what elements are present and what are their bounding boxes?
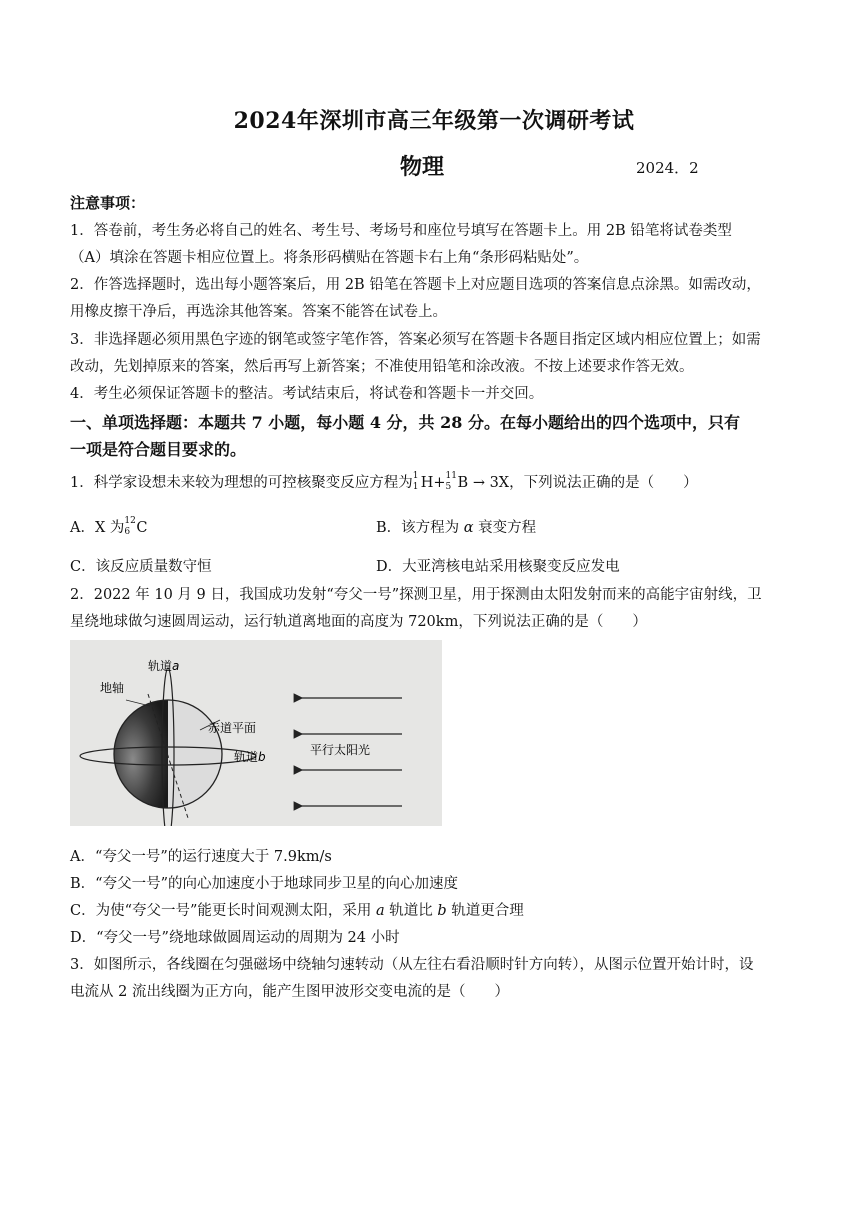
notice-line: （A）填涂在答题卡相应位置上。将条形码横贴在答题卡右上角“条形码粘贴处”。	[70, 250, 589, 266]
q1-stem-text: 1．科学家设想未来较为理想的可控核聚变反应方程为	[70, 475, 413, 491]
notice-heading: 注意事项：	[70, 194, 146, 212]
question-2-stem: 2．2022 年 10 月 9 日，我国成功发射“夸父一号”探测卫星，用于探测由太阳发射而来的高能宇宙射线，卫	[70, 587, 762, 603]
exam-title: 2024年深圳市高三年级第一次调研考试	[233, 108, 635, 134]
exam-date: 2024．2	[636, 159, 699, 177]
q1-option-d[interactable]: D．大亚湾核电站采用核聚变反应发电	[376, 559, 620, 575]
subject-title: 物理	[400, 154, 445, 180]
notice-line: 用橡皮擦干净后，再选涂其他答案。答案不能答在试卷上。	[70, 304, 447, 320]
notice-line: 3．非选择题必须用黑色字迹的钢笔或签字笔作答，答案必须写在答题卡各题目指定区域内相应位置上；如需	[70, 332, 761, 348]
plus-sign: +	[433, 475, 446, 491]
q1-stem-suffix: ，下列说法正确的是（ ）	[509, 475, 698, 491]
label-orbit-a: 轨道a	[148, 659, 180, 673]
q2-option-d[interactable]: D．“夸父一号”绕地球做圆周运动的周期为 24 小时	[70, 930, 400, 946]
notice-line: 1．答卷前，考生务必将自己的姓名、考生号、考场号和座位号填写在答题卡上。用 2B 铅笔将试卷类型	[70, 223, 732, 239]
orbit-figure	[70, 640, 442, 826]
section-heading: 一、单项选择题：本题共 7 小题，每小题 4 分，共 28 分。在每小题给出的四个选项中，只有	[70, 413, 740, 432]
label-earth-axis: 地轴	[100, 681, 125, 695]
q2-option-b[interactable]: B．“夸父一号”的向心加速度小于地球同步卫星的向心加速度	[70, 876, 458, 892]
label-orbit-b: 轨道b	[234, 750, 266, 764]
q2-option-a[interactable]: A．“夸父一号”的运行速度大于 7.9km/s	[70, 849, 332, 865]
h-nuclide: 1 1	[412, 471, 419, 492]
reaction-arrow: → 3X	[472, 475, 510, 491]
b-nuclide: 11 5	[445, 471, 457, 492]
q1-option-c[interactable]: C．该反应质量数守恒	[70, 559, 212, 575]
q1-option-a[interactable]: A．X 为 12 6 C	[70, 516, 148, 537]
b-symbol: B	[457, 475, 469, 491]
question-3-stem-cont: 电流从 2 流出线圈为正方向，能产生图甲波形交变电流的是（ ）	[70, 984, 509, 1000]
notice-line: 4．考生必须保证答题卡的整洁。考试结束后，将试卷和答题卡一并交回。	[70, 386, 544, 402]
q1-option-b[interactable]: B．该方程为 α 衰变方程	[376, 520, 537, 536]
question-3-stem: 3．如图所示，各线圈在匀强磁场中绕轴匀速转动（从左往右看沿顺时针方向转），从图示位置开始计时，设	[70, 957, 754, 973]
orbit-diagram	[70, 640, 442, 826]
q2-option-c[interactable]: C．为使“夸父一号”能更长时间观测太阳，采用 a 轨道比 b 轨道更合理	[70, 903, 524, 919]
label-equator-plane: 赤道平面	[208, 721, 257, 735]
section-heading-cont: 一项是符合题目要求的。	[70, 440, 247, 459]
question-2-stem-cont: 星绕地球做匀速圆周运动，运行轨道离地面的高度为 720km，下列说法正确的是（ ）	[70, 614, 647, 630]
notice-line: 改动，先划掉原来的答案，然后再写上新答案；不准使用铅笔和涂改液。不按上述要求作答无效。	[70, 359, 694, 375]
question-1-stem	[70, 471, 698, 492]
label-parallel-sunlight: 平行太阳光	[310, 743, 371, 757]
notice-line: 2．作答选择题时，选出每小题答案后，用 2B 铅笔在答题卡上对应题目选项的答案信息点涂黑。如需改动，	[70, 277, 761, 293]
h-symbol: H	[420, 475, 434, 491]
